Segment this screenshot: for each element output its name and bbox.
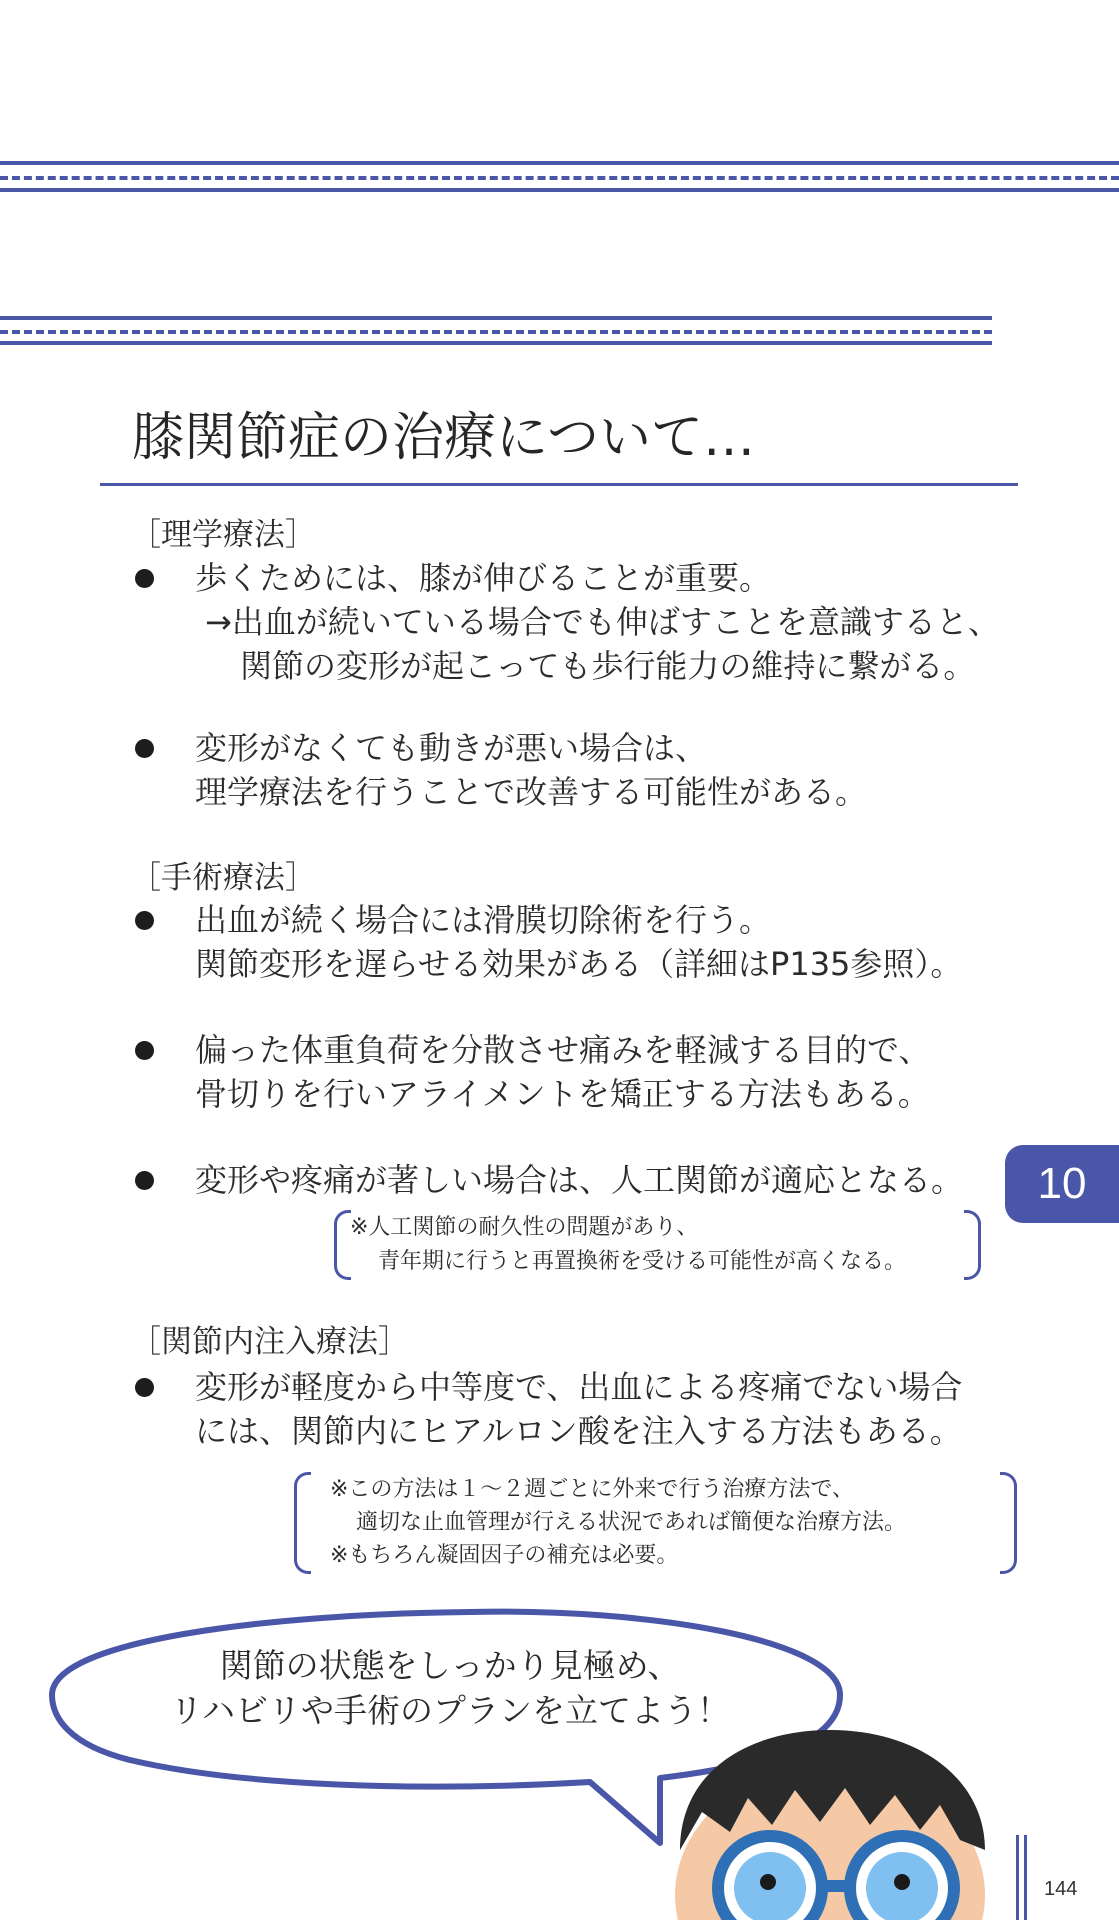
note-text: 青年期に行うと再置換術を受ける可能性が高くなる。 [378,1249,907,1274]
section-heading-physical-therapy: ［理学療法］ [130,517,316,553]
bullet-dot [135,569,154,588]
section-heading-surgery: ［手術療法］ [130,860,316,896]
bullet-dot [135,1041,154,1060]
page-marker-line-2 [1024,1835,1027,1920]
glasses-bridge [818,1880,854,1892]
page-number: 144 [1044,1878,1078,1900]
mid-stripe-solid-2 [0,341,992,345]
bullet-text: 関節の変形が起こっても歩行能力の維持に繋がる。 [240,647,976,685]
bullet-text: 歩くためには、膝が伸びることが重要。 [195,559,772,597]
bullet-dot [135,1378,154,1397]
note-text: ※この方法は１～２週ごとに外来で行う治療方法で、 [330,1477,854,1502]
section-heading-injection: ［関節内注入療法］ [130,1324,409,1360]
bullet-text: には、関節内にヒアルロン酸を注入する方法もある。 [195,1412,962,1450]
eye-left [760,1874,776,1890]
top-stripe-solid-1 [0,161,1119,165]
bullet-dot [135,1171,154,1190]
bullet-dot [135,739,154,758]
note-text: ※人工関節の耐久性の問題があり、 [350,1215,699,1240]
note-bracket-right [1000,1472,1017,1574]
bullet-text: 出血が続く場合には滑膜切除術を行う。 [195,901,772,939]
bullet-text: 変形が軽度から中等度で、出血による疼痛でない場合 [195,1368,963,1406]
page-title: 膝関節症の治療について… [132,408,755,468]
bullet-text: 骨切りを行いアライメントを矯正する方法もある。 [195,1075,930,1113]
note-bracket-right [964,1210,981,1280]
bullet-text: 理学療法を行うことで改善する可能性がある。 [195,773,868,811]
page-marker-line-1 [1016,1835,1019,1920]
top-stripe-solid-2 [0,188,1119,192]
mid-stripe-dashed [0,330,992,334]
bullet-text: 変形や疼痛が著しい場合は、人工関節が適応となる。 [195,1161,964,1199]
bullet-text: →出血が続いている場合でも伸ばすことを意識すると、 [205,603,1000,641]
mid-stripe-solid-1 [0,316,992,320]
note-bracket-left [334,1210,351,1280]
chapter-tab: 10 [1005,1145,1119,1223]
note-text: ※もちろん凝固因子の補充は必要。 [330,1543,679,1568]
bullet-text: 関節変形を遅らせる効果がある（詳細はP135参照）。 [195,945,963,983]
doctor-illustration [640,1700,1020,1920]
note-text: 適切な止血管理が行える状況であれば簡便な治療方法。 [356,1510,907,1535]
bullet-dot [135,911,154,930]
bullet-text: 変形がなくても動きが悪い場合は、 [195,729,708,767]
eye-right [894,1874,910,1890]
title-underline [100,483,1018,486]
bullet-text: 偏った体重負荷を分散させ痛みを軽減する目的で、 [195,1031,931,1069]
top-stripe-dashed [0,176,1119,180]
note-bracket-left [294,1472,311,1574]
speech-bubble-line-1: 関節の状態をしっかり見極め、 [219,1646,681,1685]
speech-bubble-line-2: リハビリや手術のプランを立てよう！ [169,1691,730,1730]
